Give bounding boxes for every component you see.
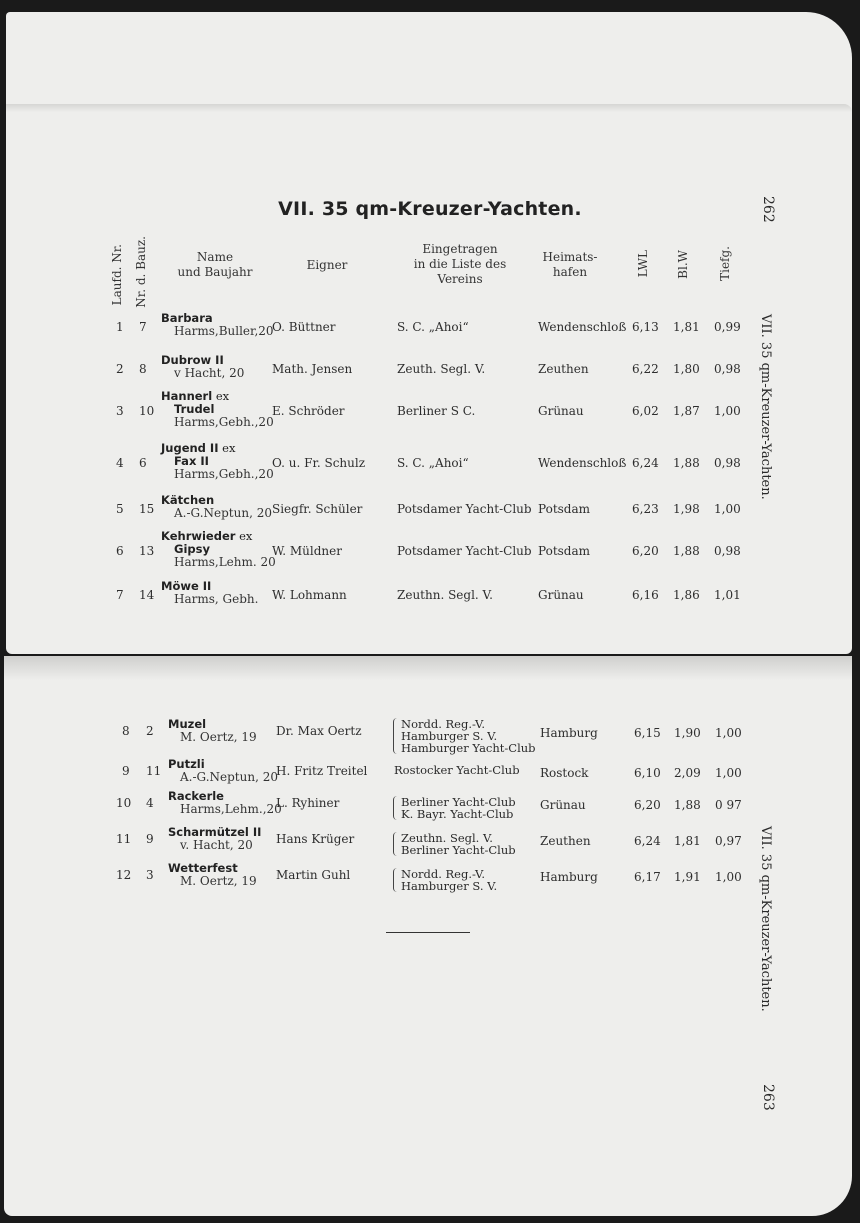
tiefg-value: 0,98 — [714, 456, 741, 470]
row-laufd-nr: 2 — [116, 362, 124, 376]
home-port: Wendenschloß — [538, 320, 627, 334]
yacht-name: Scharmützel II — [168, 825, 262, 839]
lwl-value: 6,16 — [632, 588, 659, 602]
gutter-shadow — [4, 656, 852, 680]
tiefg-value: 0,99 — [714, 320, 741, 334]
header-tiefg: Tiefg. — [718, 246, 732, 281]
blw-value: 1,80 — [673, 362, 700, 376]
tiefg-value: 1,00 — [715, 870, 742, 884]
club: S. C. „Ahoi“ — [397, 456, 469, 470]
page-title: VII. 35 qm-Kreuzer-Yachten. — [278, 198, 582, 220]
owner: W. Lohmann — [272, 588, 347, 602]
club-brace — [393, 868, 398, 892]
former-name: Fax II — [174, 454, 209, 468]
owner: O. u. Fr. Schulz — [272, 456, 366, 470]
owner: Dr. Max Oertz — [276, 724, 362, 738]
blw-value: 1,88 — [673, 456, 700, 470]
tiefg-value: 1,00 — [714, 502, 741, 516]
club: Zeuthn. Segl. V. — [401, 831, 493, 845]
row-nr-bauz: 4 — [146, 796, 154, 810]
builder-year: Harms,Gebh.,20 — [174, 467, 274, 481]
row-laufd-nr: 5 — [116, 502, 124, 516]
blw-value: 1,90 — [674, 726, 701, 740]
builder-year: M. Oertz, 19 — [180, 874, 257, 888]
row-laufd-nr: 6 — [116, 544, 124, 558]
club: Berliner Yacht-Club — [401, 795, 516, 809]
club: Berliner Yacht-Club — [401, 843, 516, 857]
ex-label: ex — [235, 529, 253, 543]
home-port: Grünau — [538, 404, 584, 418]
yacht-name-text: Hannerl — [161, 389, 213, 403]
club-brace — [393, 832, 398, 856]
former-name: Gipsy — [174, 542, 210, 556]
owner: L. Ryhiner — [276, 796, 340, 810]
yacht-name-text: Kätchen — [161, 493, 215, 507]
header-blw: Bl.W — [676, 250, 690, 279]
tiefg-value: 1,01 — [714, 588, 741, 602]
yacht-name-text: Barbara — [161, 311, 213, 325]
page-number-top: 262 — [760, 196, 776, 223]
row-laufd-nr: 9 — [122, 764, 130, 778]
row-nr-bauz: 11 — [146, 764, 162, 778]
builder-year: M. Oertz, 19 — [180, 730, 257, 744]
home-port: Hamburg — [540, 870, 598, 884]
row-laufd-nr: 8 — [122, 724, 130, 738]
header-laufd-nr: Laufd. Nr. — [110, 244, 124, 306]
club: Nordd. Reg.-V. — [401, 717, 485, 731]
home-port: Grünau — [538, 588, 584, 602]
club: S. C. „Ahoi“ — [397, 320, 469, 334]
blw-value: 1,86 — [673, 588, 700, 602]
lwl-value: 6,10 — [634, 766, 661, 780]
lwl-value: 6,22 — [632, 362, 659, 376]
builder-year: Harms,Buller,20 — [174, 324, 274, 338]
builder-year: v. Hacht, 20 — [180, 838, 253, 852]
row-nr-bauz: 15 — [139, 502, 155, 516]
home-port: Potsdam — [538, 502, 591, 516]
row-nr-bauz: 13 — [139, 544, 155, 558]
club: Hamburger Yacht-Club — [401, 741, 536, 755]
blw-value: 1,81 — [674, 834, 701, 848]
lwl-value: 6,13 — [632, 320, 659, 334]
tiefg-value: 1,00 — [715, 726, 742, 740]
header-nr-bauz: Nr. d. Bauz. — [134, 236, 148, 308]
builder-year: Harms,Lehm. 20 — [174, 555, 276, 569]
page-number-bottom: 263 — [760, 1084, 776, 1111]
yacht-name: Rackerle — [168, 789, 224, 803]
tiefg-value: 0,97 — [715, 834, 742, 848]
club-brace — [393, 718, 398, 754]
lwl-value: 6,02 — [632, 404, 659, 418]
tiefg-value: 0 97 — [715, 798, 742, 812]
header-lwl: LWL — [636, 250, 650, 278]
row-nr-bauz: 7 — [139, 320, 147, 334]
home-port: Zeuthen — [538, 362, 589, 376]
builder-year: A.-G.Neptun, 20 — [174, 506, 272, 520]
blw-value: 1,81 — [673, 320, 700, 334]
builder-year: Harms, Gebh. — [174, 592, 259, 606]
lwl-value: 6,24 — [632, 456, 659, 470]
blw-value: 2,09 — [674, 766, 701, 780]
builder-year: Harms,Gebh.,20 — [174, 415, 274, 429]
club: Rostocker Yacht-Club — [394, 763, 520, 777]
row-nr-bauz: 6 — [139, 456, 147, 470]
header-eingetragen: Eingetragen in die Liste des Vereins — [413, 242, 507, 286]
home-port: Hamburg — [540, 726, 598, 740]
lwl-value: 6,20 — [634, 798, 661, 812]
home-port: Rostock — [540, 766, 589, 780]
row-nr-bauz: 10 — [139, 404, 155, 418]
club: Zeuthn. Segl. V. — [397, 588, 493, 602]
lwl-value: 6,17 — [634, 870, 661, 884]
owner: Math. Jensen — [272, 362, 353, 376]
yacht-name-text: Kehrwieder — [161, 529, 236, 543]
blw-value: 1,91 — [674, 870, 701, 884]
row-laufd-nr: 1 — [116, 320, 124, 334]
header-heimatshafen: Heimats- hafen — [542, 250, 598, 279]
yacht-name: Muzel — [168, 717, 207, 731]
builder-year: v Hacht, 20 — [174, 366, 245, 380]
club: Berliner S C. — [397, 404, 476, 418]
tiefg-value: 1,00 — [714, 404, 741, 418]
header-eigner: Eigner — [306, 258, 348, 272]
lwl-value: 6,24 — [634, 834, 661, 848]
club: Potsdamer Yacht-Club — [397, 544, 532, 558]
row-laufd-nr: 12 — [116, 868, 132, 882]
row-laufd-nr: 7 — [116, 588, 124, 602]
lwl-value: 6,15 — [634, 726, 661, 740]
row-nr-bauz: 14 — [139, 588, 155, 602]
club: Hamburger S. V. — [401, 879, 498, 893]
club: K. Bayr. Yacht-Club — [401, 807, 514, 821]
owner: Siegfr. Schüler — [272, 502, 363, 516]
lwl-value: 6,20 — [632, 544, 659, 558]
blw-value: 1,88 — [673, 544, 700, 558]
running-title-top: VII. 35 qm-Kreuzer-Yachten. — [758, 314, 773, 500]
club: Nordd. Reg.-V. — [401, 867, 485, 881]
end-rule — [386, 932, 470, 933]
row-nr-bauz: 8 — [139, 362, 147, 376]
home-port: Potsdam — [538, 544, 591, 558]
page-fold — [6, 104, 852, 112]
tiefg-value: 1,00 — [715, 766, 742, 780]
builder-year: Harms,Lehm.,20 — [180, 802, 282, 816]
owner: Hans Krüger — [276, 832, 355, 846]
owner: Martin Guhl — [276, 868, 351, 882]
former-name: Trudel — [174, 402, 215, 416]
row-laufd-nr: 3 — [116, 404, 124, 418]
builder-year: A.-G.Neptun, 20 — [180, 770, 278, 784]
owner: W. Müldner — [272, 544, 342, 558]
yacht-name: Wetterfest — [168, 861, 238, 875]
home-port: Zeuthen — [540, 834, 591, 848]
yacht-name-text: Möwe II — [161, 579, 212, 593]
club: Potsdamer Yacht-Club — [397, 502, 532, 516]
blw-value: 1,98 — [673, 502, 700, 516]
header-name: Name und Baujahr — [177, 250, 253, 279]
owner: O. Büttner — [272, 320, 336, 334]
row-nr-bauz: 9 — [146, 832, 154, 846]
yacht-name: Putzli — [168, 757, 205, 771]
yacht-name-text: Dubrow II — [161, 353, 224, 367]
home-port: Grünau — [540, 798, 586, 812]
row-laufd-nr: 11 — [116, 832, 132, 846]
tiefg-value: 0,98 — [714, 362, 741, 376]
owner: E. Schröder — [272, 404, 345, 418]
running-title-bottom: VII. 35 qm-Kreuzer-Yachten. — [758, 826, 773, 1012]
tiefg-value: 0,98 — [714, 544, 741, 558]
ex-label: ex — [212, 389, 230, 403]
ex-label: ex — [218, 441, 236, 455]
owner: H. Fritz Treitel — [276, 764, 368, 778]
row-nr-bauz: 3 — [146, 868, 154, 882]
yacht-name-text: Jugend II — [161, 441, 219, 455]
row-laufd-nr: 10 — [116, 796, 132, 810]
lwl-value: 6,23 — [632, 502, 659, 516]
club-brace — [393, 796, 398, 820]
blw-value: 1,87 — [673, 404, 700, 418]
row-nr-bauz: 2 — [146, 724, 154, 738]
club: Zeuth. Segl. V. — [397, 362, 486, 376]
blw-value: 1,88 — [674, 798, 701, 812]
row-laufd-nr: 4 — [116, 456, 124, 470]
club: Hamburger S. V. — [401, 729, 498, 743]
home-port: Wendenschloß — [538, 456, 627, 470]
